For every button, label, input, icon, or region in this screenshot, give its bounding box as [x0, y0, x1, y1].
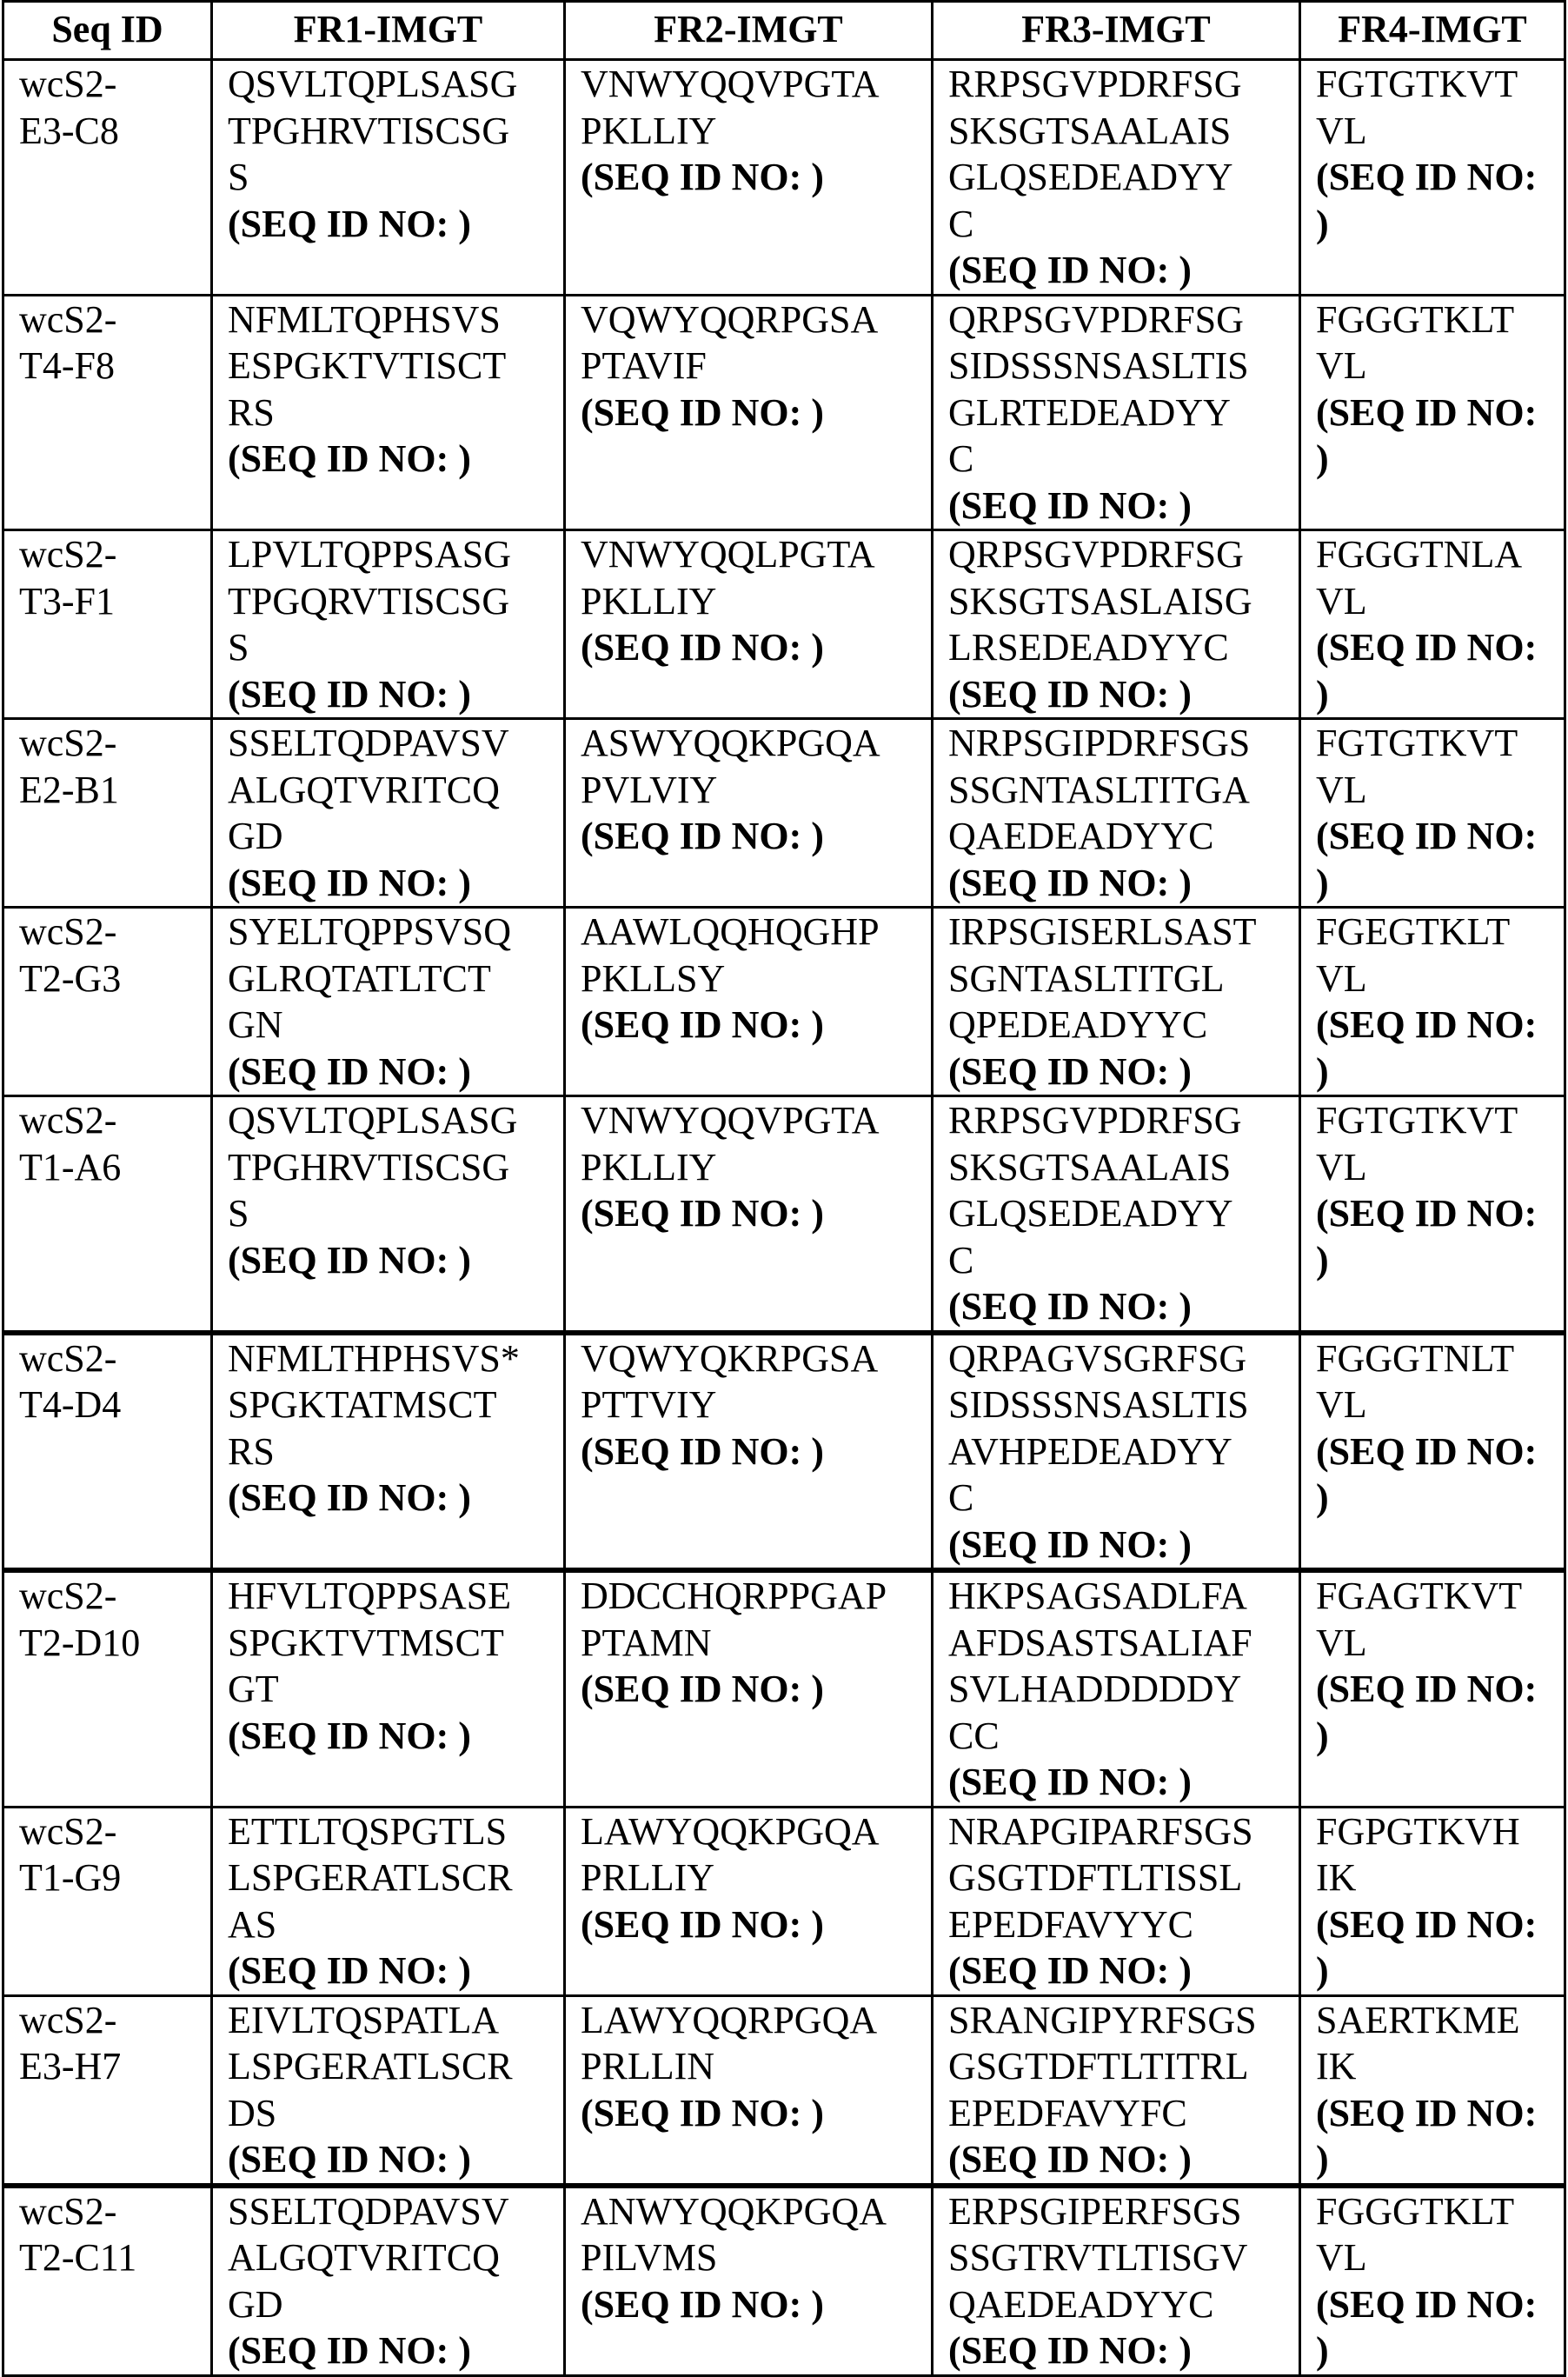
- sequence-line: ALGQTVRITCQ: [228, 2234, 563, 2281]
- table-row: [3, 2186, 1565, 2376]
- table-row: [3, 295, 1565, 530]
- sequence-line: RRPSGVPDRFSG: [948, 61, 1299, 108]
- sequence-line: VL: [1316, 1620, 1564, 1667]
- table-body: [3, 60, 1565, 2376]
- sequence-line: VL: [1316, 1382, 1564, 1428]
- sequence-line: CC: [948, 1713, 1299, 1760]
- fr3-cell: [933, 1333, 1300, 1571]
- seq-id-reference-close: ): [1316, 1948, 1564, 1994]
- fr4-cell: [1300, 1570, 1565, 1807]
- sequence-line: HKPSAGSADLFA: [948, 1573, 1299, 1620]
- seq-id-reference: (SEQ ID NO: ): [948, 2327, 1299, 2374]
- seq-id-reference: (SEQ ID NO: ): [228, 1948, 563, 1994]
- seq-id-text: T3-F1: [19, 578, 210, 625]
- sequence-line: SRANGIPYRFSGS: [948, 1997, 1299, 2044]
- sequence-line: LAWYQQRPGQA: [581, 1997, 931, 2044]
- sequence-line: LSPGERATLSCR: [228, 2043, 563, 2090]
- sequence-line: VQWYQKRPGSA: [581, 1335, 931, 1382]
- sequence-line: GSGTDFTLTITRL: [948, 2043, 1299, 2090]
- sequence-line: S: [228, 154, 563, 201]
- table-row: [3, 530, 1565, 719]
- sequence-line: PTTVIY: [581, 1382, 931, 1428]
- sequence-line: IK: [1316, 1854, 1564, 1901]
- sequence-line: PTAVIF: [581, 343, 931, 390]
- sequence-line: LPVLTQPPSASG: [228, 531, 563, 578]
- seq-id-reference: (SEQ ID NO: ): [581, 1428, 931, 1475]
- seq-id-reference: (SEQ ID NO: ): [948, 1283, 1299, 1330]
- seq-id-text: T2-G3: [19, 955, 210, 1002]
- sequence-line: PKLLSY: [581, 955, 931, 1002]
- fr4-cell: [1300, 60, 1565, 296]
- seq-id-text: wcS2-: [19, 1097, 210, 1144]
- sequence-line: QSVLTQPLSASG: [228, 1097, 563, 1144]
- header-row: [3, 2, 1565, 60]
- seq-id-reference: [1316, 813, 1564, 860]
- fr1-cell: [212, 1096, 565, 1333]
- sequence-line: PRLLIN: [581, 2043, 931, 2090]
- seq-id-cell: [3, 60, 212, 296]
- fr1-cell: [212, 1995, 565, 2186]
- seq-id-text: T2-D10: [19, 1620, 210, 1667]
- sequence-line: PVLVIY: [581, 767, 931, 814]
- seq-id-reference: (SEQ ID NO: ): [948, 1521, 1299, 1568]
- seq-id-reference: (SEQ ID NO: ): [581, 1666, 931, 1713]
- sequence-line: VQWYQQRPGSA: [581, 296, 931, 343]
- sequence-line: SIDSSSNSASLTIS: [948, 343, 1299, 390]
- seq-id-reference: (SEQ ID NO: ): [948, 247, 1299, 294]
- fr3-cell: [933, 1995, 1300, 2186]
- fr3-cell: [933, 1570, 1300, 1807]
- sequence-line: GT: [228, 1666, 563, 1713]
- fr1-cell: [212, 530, 565, 719]
- table-row: [3, 1807, 1565, 1995]
- seq-id-reference: (SEQ ID NO: ): [228, 671, 563, 718]
- sequence-line: FGGGTKLT: [1316, 2188, 1564, 2235]
- sequence-line: SSGNTASLTITGA: [948, 767, 1299, 814]
- sequence-line: FGTGTKVT: [1316, 61, 1564, 108]
- seq-id-cell: [3, 1995, 212, 2186]
- framework-region-table: [2, 0, 1566, 2377]
- seq-id-text: T1-A6: [19, 1144, 210, 1191]
- sequence-line: VL: [1316, 1144, 1564, 1191]
- seq-id-cell: [3, 1333, 212, 1571]
- fr1-cell: [212, 1333, 565, 1571]
- seq-id-reference-text: (SEQ ID NO:: [1316, 2092, 1537, 2134]
- seq-id-reference-text: (SEQ ID NO:: [1316, 1668, 1537, 1710]
- sequence-line: QRPAGVSGRFSG: [948, 1335, 1299, 1382]
- sequence-line: VL: [1316, 955, 1564, 1002]
- sequence-line: EPEDFAVYFC: [948, 2090, 1299, 2137]
- seq-id-reference: (SEQ ID NO: ): [581, 154, 931, 201]
- seq-id-reference: [1316, 154, 1564, 201]
- sequence-line: C: [948, 201, 1299, 248]
- seq-id-text: wcS2-: [19, 531, 210, 578]
- sequence-line: SYELTQPPSVSQ: [228, 909, 563, 955]
- seq-id-text: wcS2-: [19, 296, 210, 343]
- fr2-cell: [565, 530, 933, 719]
- sequence-line: SVLHADDDDDY: [948, 1666, 1299, 1713]
- fr4-cell: [1300, 908, 1565, 1096]
- fr3-cell: [933, 1096, 1300, 1333]
- sequence-line: FGGGTNLA: [1316, 531, 1564, 578]
- seq-id-reference: (SEQ ID NO: ): [581, 1190, 931, 1237]
- sequence-line: SKSGTSASLAISG: [948, 578, 1299, 625]
- sequence-line: PKLLIY: [581, 1144, 931, 1191]
- header-fr4: FR4-IMGT: [1300, 2, 1565, 60]
- seq-id-reference-close: ): [1316, 1713, 1564, 1760]
- sequence-line: VL: [1316, 108, 1564, 155]
- seq-id-reference: [1316, 1428, 1564, 1475]
- sequence-line: QRPSGVPDRFSG: [948, 296, 1299, 343]
- seq-id-reference: [1316, 624, 1564, 671]
- seq-id-text: wcS2-: [19, 2188, 210, 2235]
- table-row: [3, 719, 1565, 908]
- sequence-line: ASWYQQKPGQA: [581, 720, 931, 767]
- fr4-cell: [1300, 2186, 1565, 2376]
- seq-id-reference-close: ): [1316, 1237, 1564, 1284]
- fr2-cell: [565, 1096, 933, 1333]
- seq-id-reference: (SEQ ID NO: ): [948, 860, 1299, 907]
- seq-id-text: wcS2-: [19, 909, 210, 955]
- sequence-line: NFMLTQPHSVS: [228, 296, 563, 343]
- sequence-line: PILVMS: [581, 2234, 931, 2281]
- sequence-line: QAEDEADYYC: [948, 2281, 1299, 2328]
- sequence-line: FGPGTKVH: [1316, 1808, 1564, 1855]
- seq-id-reference: (SEQ ID NO: ): [228, 436, 563, 483]
- fr1-cell: [212, 1570, 565, 1807]
- sequence-line: GD: [228, 2281, 563, 2328]
- sequence-line: NRPSGIPDRFSGS: [948, 720, 1299, 767]
- fr3-cell: [933, 719, 1300, 908]
- sequence-line: GLQSEDEADYY: [948, 1190, 1299, 1237]
- sequence-line: VNWYQQVPGTA: [581, 1097, 931, 1144]
- seq-id-text: wcS2-: [19, 1808, 210, 1855]
- sequence-line: RRPSGVPDRFSG: [948, 1097, 1299, 1144]
- sequence-line: RS: [228, 390, 563, 436]
- seq-id-text: E3-H7: [19, 2043, 210, 2090]
- seq-id-reference-text: (SEQ ID NO:: [1316, 1903, 1537, 1946]
- sequence-line: FGAGTKVT: [1316, 1573, 1564, 1620]
- seq-id-reference-text: (SEQ ID NO:: [1316, 626, 1537, 669]
- seq-id-reference: (SEQ ID NO: ): [228, 1713, 563, 1760]
- sequence-line: AS: [228, 1901, 563, 1948]
- seq-id-reference: (SEQ ID NO: ): [581, 390, 931, 436]
- fr2-cell: [565, 1333, 933, 1571]
- fr2-cell: [565, 60, 933, 296]
- sequence-line: NRAPGIPARFSGS: [948, 1808, 1299, 1855]
- seq-id-reference-text: (SEQ ID NO:: [1316, 1192, 1537, 1235]
- seq-id-reference: (SEQ ID NO: ): [581, 2090, 931, 2137]
- seq-id-reference-close: ): [1316, 436, 1564, 483]
- seq-id-cell: [3, 295, 212, 530]
- sequence-line: GSGTDFTLTISSL: [948, 1854, 1299, 1901]
- fr1-cell: [212, 908, 565, 1096]
- seq-id-reference: (SEQ ID NO: ): [228, 2136, 563, 2183]
- sequence-line: SIDSSSNSASLTIS: [948, 1382, 1299, 1428]
- seq-id-reference-close: ): [1316, 201, 1564, 248]
- sequence-line: SSGTRVTLTISGV: [948, 2234, 1299, 2281]
- seq-id-reference-close: ): [1316, 671, 1564, 718]
- seq-id-reference: (SEQ ID NO: ): [948, 1049, 1299, 1095]
- fr4-cell: [1300, 1807, 1565, 1995]
- seq-id-reference-text: (SEQ ID NO:: [1316, 1003, 1537, 1046]
- table-row: [3, 60, 1565, 296]
- seq-id-reference-text: (SEQ ID NO:: [1316, 391, 1537, 434]
- fr4-cell: [1300, 1995, 1565, 2186]
- sequence-line: PKLLIY: [581, 578, 931, 625]
- sequence-line: FGTGTKVT: [1316, 1097, 1564, 1144]
- sequence-line: NFMLTHPHSVS*: [228, 1335, 563, 1382]
- sequence-line: FGGGTKLT: [1316, 296, 1564, 343]
- seq-id-reference-close: ): [1316, 1475, 1564, 1521]
- sequence-line: SPGKTVTMSCT: [228, 1620, 563, 1667]
- sequence-line: TPGHRVTISCSG: [228, 108, 563, 155]
- sequence-line: IRPSGISERLSAST: [948, 909, 1299, 955]
- seq-id-reference-text: (SEQ ID NO:: [1316, 2283, 1537, 2326]
- fr2-cell: [565, 2186, 933, 2376]
- seq-id-reference-close: ): [1316, 2136, 1564, 2183]
- header-seq-id: Seq ID: [3, 2, 212, 60]
- seq-id-cell: [3, 530, 212, 719]
- sequence-line: QRPSGVPDRFSG: [948, 531, 1299, 578]
- sequence-line: TPGQRVTISCSG: [228, 578, 563, 625]
- seq-id-text: T4-D4: [19, 1382, 210, 1428]
- sequence-line: C: [948, 1475, 1299, 1521]
- fr1-cell: [212, 719, 565, 908]
- sequence-line: PKLLIY: [581, 108, 931, 155]
- fr1-cell: [212, 60, 565, 296]
- seq-id-reference: (SEQ ID NO: ): [228, 201, 563, 248]
- sequence-line: SGNTASLTITGL: [948, 955, 1299, 1002]
- sequence-line: HFVLTQPPSASE: [228, 1573, 563, 1620]
- fr4-cell: [1300, 530, 1565, 719]
- fr3-cell: [933, 908, 1300, 1096]
- seq-id-reference: [1316, 2281, 1564, 2328]
- sequence-line: GN: [228, 1002, 563, 1049]
- sequence-line: SKSGTSAALAIS: [948, 108, 1299, 155]
- sequence-line: TPGHRVTISCSG: [228, 1144, 563, 1191]
- seq-id-cell: [3, 1096, 212, 1333]
- sequence-line: AFDSASTSALIAF: [948, 1620, 1299, 1667]
- seq-id-reference: (SEQ ID NO: ): [228, 2327, 563, 2374]
- fr3-cell: [933, 2186, 1300, 2376]
- fr3-cell: [933, 1807, 1300, 1995]
- sequence-line: EPEDFAVYYC: [948, 1901, 1299, 1948]
- sequence-line: VL: [1316, 767, 1564, 814]
- sequence-line: C: [948, 1237, 1299, 1284]
- seq-id-reference: (SEQ ID NO: ): [581, 2281, 931, 2328]
- fr2-cell: [565, 719, 933, 908]
- sequence-line: SAERTKME: [1316, 1997, 1564, 2044]
- sequence-line: SSELTQDPAVSV: [228, 720, 563, 767]
- seq-id-cell: [3, 719, 212, 908]
- sequence-line: LSPGERATLSCR: [228, 1854, 563, 1901]
- sequence-line: SSELTQDPAVSV: [228, 2188, 563, 2235]
- fr1-cell: [212, 1807, 565, 1995]
- header-fr1: FR1-IMGT: [212, 2, 565, 60]
- sequence-line: ERPSGIPERFSGS: [948, 2188, 1299, 2235]
- seq-id-reference-text: (SEQ ID NO:: [1316, 1430, 1537, 1473]
- fr4-cell: [1300, 1096, 1565, 1333]
- table-row: [3, 1570, 1565, 1807]
- seq-id-text: E2-B1: [19, 767, 210, 814]
- seq-id-reference-close: ): [1316, 860, 1564, 907]
- seq-id-reference: [1316, 1901, 1564, 1948]
- sequence-line: ETTLTQSPGTLS: [228, 1808, 563, 1855]
- fr2-cell: [565, 1995, 933, 2186]
- sequence-line: ANWYQQKPGQA: [581, 2188, 931, 2235]
- fr4-cell: [1300, 1333, 1565, 1571]
- sequence-line: AAWLQQHQGHP: [581, 909, 931, 955]
- sequence-line: RS: [228, 1428, 563, 1475]
- fr1-cell: [212, 2186, 565, 2376]
- fr4-cell: [1300, 719, 1565, 908]
- fr3-cell: [933, 530, 1300, 719]
- seq-id-text: wcS2-: [19, 61, 210, 108]
- sequence-line: FGEGTKLT: [1316, 909, 1564, 955]
- fr2-cell: [565, 908, 933, 1096]
- seq-id-reference: (SEQ ID NO: ): [581, 1901, 931, 1948]
- sequence-line: QAEDEADYYC: [948, 813, 1299, 860]
- fr4-cell: [1300, 295, 1565, 530]
- sequence-line: S: [228, 624, 563, 671]
- sequence-line: VL: [1316, 578, 1564, 625]
- seq-id-reference: (SEQ ID NO: ): [948, 1759, 1299, 1806]
- seq-id-reference: (SEQ ID NO: ): [581, 813, 931, 860]
- table-row: [3, 908, 1565, 1096]
- sequence-line: PTAMN: [581, 1620, 931, 1667]
- table-row: [3, 1333, 1565, 1571]
- sequence-line: C: [948, 436, 1299, 483]
- seq-id-reference-close: ): [1316, 2327, 1564, 2374]
- seq-id-reference-text: (SEQ ID NO:: [1316, 815, 1537, 857]
- seq-id-reference: (SEQ ID NO: ): [948, 483, 1299, 529]
- sequence-line: QPEDEADYYC: [948, 1002, 1299, 1049]
- fr1-cell: [212, 295, 565, 530]
- sequence-line: VL: [1316, 343, 1564, 390]
- seq-id-reference: (SEQ ID NO: ): [581, 1002, 931, 1049]
- sequence-line: SPGKTATMSCT: [228, 1382, 563, 1428]
- sequence-line: ALGQTVRITCQ: [228, 767, 563, 814]
- seq-id-reference: (SEQ ID NO: ): [948, 2136, 1299, 2183]
- sequence-line: LRSEDEADYYC: [948, 624, 1299, 671]
- seq-id-cell: [3, 908, 212, 1096]
- seq-id-text: wcS2-: [19, 720, 210, 767]
- seq-id-text: T1-G9: [19, 1854, 210, 1901]
- seq-id-reference: (SEQ ID NO: ): [228, 860, 563, 907]
- sequence-line: GD: [228, 813, 563, 860]
- seq-id-reference: [1316, 1666, 1564, 1713]
- seq-id-text: wcS2-: [19, 1573, 210, 1620]
- table-row: [3, 1995, 1565, 2186]
- seq-id-reference: (SEQ ID NO: ): [948, 1948, 1299, 1994]
- seq-id-text: wcS2-: [19, 1997, 210, 2044]
- sequence-line: ESPGKTVTISCT: [228, 343, 563, 390]
- seq-id-reference-close: ): [1316, 1049, 1564, 1095]
- sequence-line: VNWYQQLPGTA: [581, 531, 931, 578]
- fr2-cell: [565, 1807, 933, 1995]
- table-row: [3, 1096, 1565, 1333]
- fr3-cell: [933, 295, 1300, 530]
- header-fr3: FR3-IMGT: [933, 2, 1300, 60]
- header-fr2: FR2-IMGT: [565, 2, 933, 60]
- sequence-line: PRLLIY: [581, 1854, 931, 1901]
- seq-id-reference: (SEQ ID NO: ): [948, 671, 1299, 718]
- fr2-cell: [565, 1570, 933, 1807]
- sequence-line: S: [228, 1190, 563, 1237]
- sequence-line: AVHPEDEADYY: [948, 1428, 1299, 1475]
- sequence-line: SKSGTSAALAIS: [948, 1144, 1299, 1191]
- seq-id-reference: (SEQ ID NO: ): [228, 1237, 563, 1284]
- seq-id-text: T4-F8: [19, 343, 210, 390]
- sequence-line: LAWYQQKPGQA: [581, 1808, 931, 1855]
- sequence-line: FGGGTNLT: [1316, 1335, 1564, 1382]
- seq-id-reference: (SEQ ID NO: ): [581, 624, 931, 671]
- sequence-line: EIVLTQSPATLA: [228, 1997, 563, 2044]
- seq-id-text: E3-C8: [19, 108, 210, 155]
- sequence-line: GLRTEDEADYY: [948, 390, 1299, 436]
- sequence-line: DS: [228, 2090, 563, 2137]
- sequence-line: GLQSEDEADYY: [948, 154, 1299, 201]
- sequence-line: DDCCHQRPPGAP: [581, 1573, 931, 1620]
- sequence-line: VNWYQQVPGTA: [581, 61, 931, 108]
- seq-id-text: T2-C11: [19, 2234, 210, 2281]
- sequence-line: VL: [1316, 2234, 1564, 2281]
- seq-id-cell: [3, 2186, 212, 2376]
- seq-id-reference-text: (SEQ ID NO:: [1316, 156, 1537, 198]
- seq-id-reference: [1316, 2090, 1564, 2137]
- seq-id-reference: (SEQ ID NO: ): [228, 1475, 563, 1521]
- seq-id-reference: [1316, 1190, 1564, 1237]
- seq-id-reference: [1316, 1002, 1564, 1049]
- fr2-cell: [565, 295, 933, 530]
- sequence-line: IK: [1316, 2043, 1564, 2090]
- seq-id-cell: [3, 1570, 212, 1807]
- fr3-cell: [933, 60, 1300, 296]
- seq-id-reference: (SEQ ID NO: ): [228, 1049, 563, 1095]
- seq-id-reference: [1316, 390, 1564, 436]
- sequence-line: QSVLTQPLSASG: [228, 61, 563, 108]
- sequence-line: FGTGTKVT: [1316, 720, 1564, 767]
- sequence-line: GLRQTATLTCT: [228, 955, 563, 1002]
- seq-id-cell: [3, 1807, 212, 1995]
- seq-id-text: wcS2-: [19, 1335, 210, 1382]
